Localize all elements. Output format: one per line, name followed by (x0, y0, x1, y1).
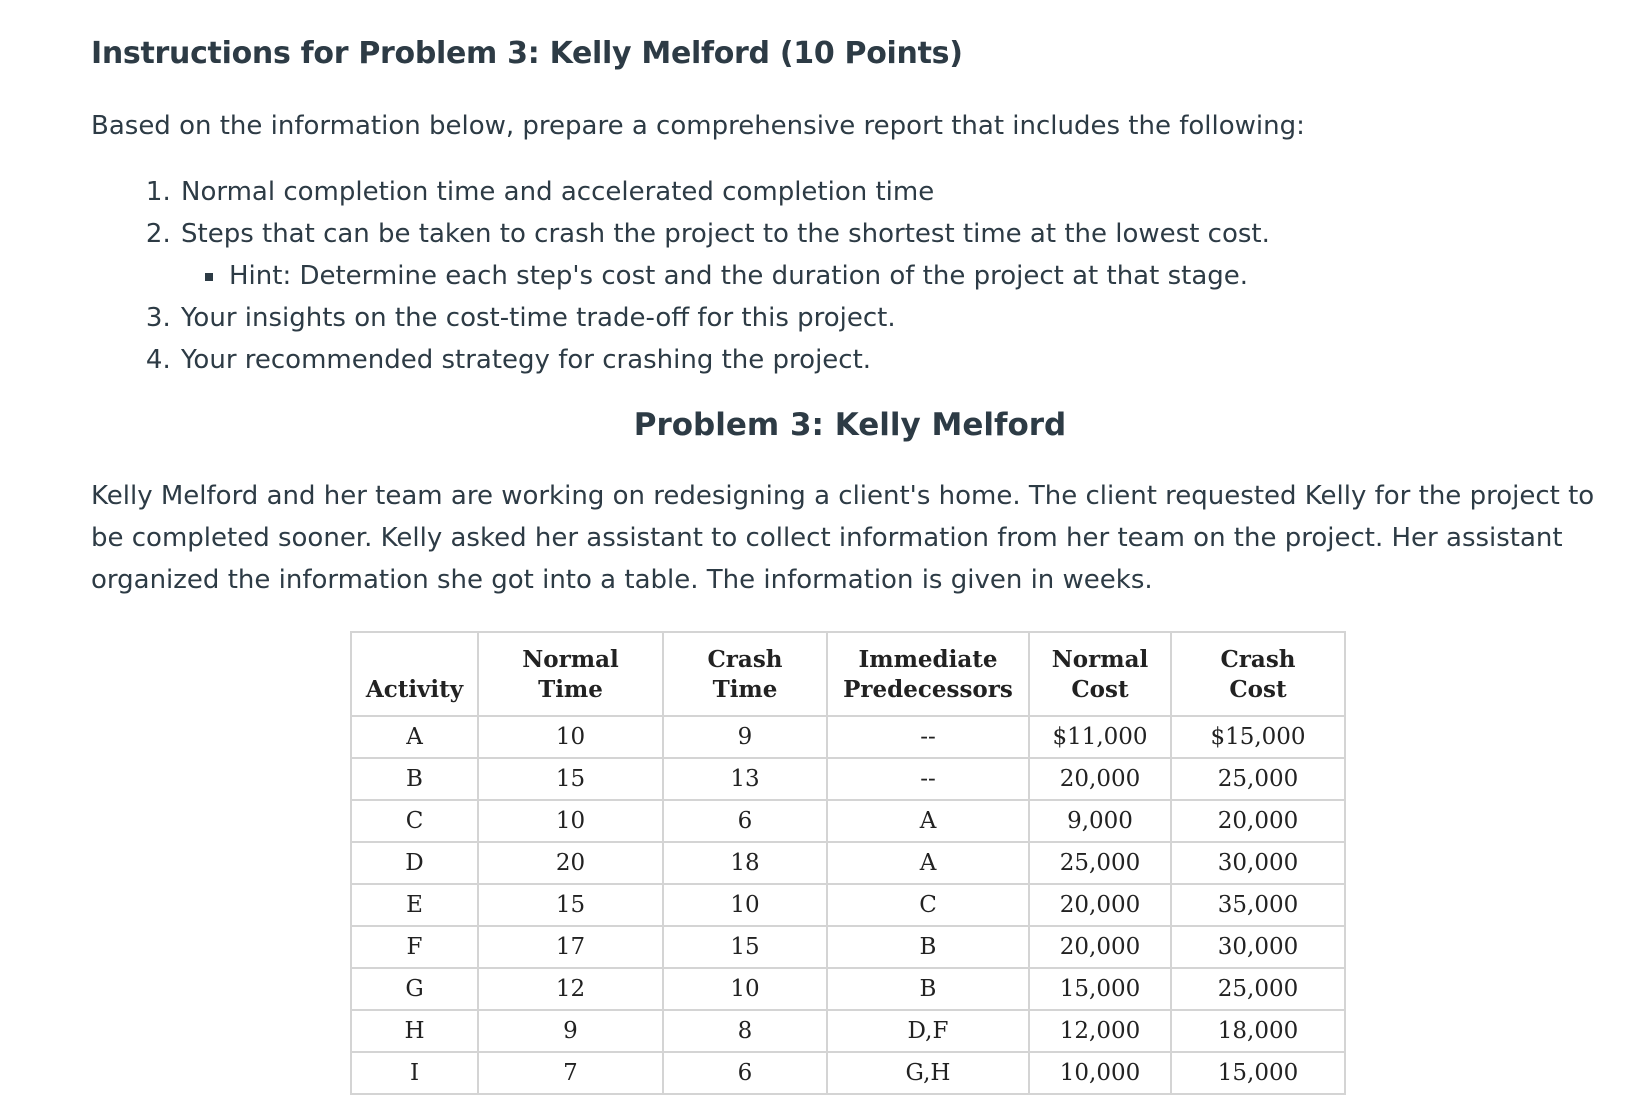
task-list (148, 171, 1270, 381)
table-row (351, 842, 1345, 884)
header-normal-cost-line1: Normal (1051, 646, 1149, 673)
cell-activity: I (351, 1052, 478, 1094)
problem-story: Kelly Melford and her team are working on redesigning a client's home. The client requested Kelly for the project to be completed sooner. Kelly asked her assistant to collect information from her team on the project. Her assistant organized the information she got into a table. The information is given in weeks. (91, 481, 1595, 595)
task-item-4-text: Your recommended strategy for crashing the project. (181, 345, 872, 375)
task-item-4 (179, 339, 1270, 381)
cell-crash-cost: 15,000 (1171, 1052, 1345, 1094)
table-row (351, 1010, 1345, 1052)
cell-predecessors: G,H (827, 1052, 1029, 1094)
problem-title (0, 407, 1650, 443)
cell-crash-time: 13 (663, 758, 827, 800)
header-normal-time-line1: Normal (522, 646, 619, 673)
cell-predecessors: A (827, 842, 1029, 884)
cell-normal-cost: 25,000 (1029, 842, 1171, 884)
instructions-title: Instructions for Problem 3: Kelly Melford (10 Points) (91, 36, 963, 71)
cell-normal-cost: 20,000 (1029, 758, 1171, 800)
table-header-row (351, 632, 1345, 716)
task-item-3-text: Your insights on the cost-time trade-off for this project. (181, 303, 896, 333)
cell-crash-time: 15 (663, 926, 827, 968)
cell-predecessors: C (827, 884, 1029, 926)
task-item-1-text: Normal completion time and accelerated completion time (181, 177, 935, 207)
cell-activity: A (351, 716, 478, 758)
cell-normal-time: 7 (478, 1052, 663, 1094)
problem-title-text: Problem 3: Kelly Melford (633, 407, 1067, 443)
instructions-intro: Based on the information below, prepare a comprehensive report that includes the following: (91, 111, 1305, 141)
cell-crash-time: 10 (663, 884, 827, 926)
header-crash-time-line1: Crash (707, 646, 783, 673)
task-item-3 (179, 297, 1270, 339)
header-crash-time (663, 632, 827, 716)
cell-crash-cost: 35,000 (1171, 884, 1345, 926)
cell-crash-cost: 18,000 (1171, 1010, 1345, 1052)
header-crash-cost-line1: Crash (1220, 646, 1296, 673)
cell-activity: G (351, 968, 478, 1010)
cell-crash-cost: 30,000 (1171, 926, 1345, 968)
cell-crash-cost: $15,000 (1171, 716, 1345, 758)
project-table (350, 631, 1346, 1095)
cell-crash-cost: 25,000 (1171, 758, 1345, 800)
table-row (351, 926, 1345, 968)
cell-normal-time: 10 (478, 800, 663, 842)
header-normal-cost-line2: Cost (1071, 676, 1129, 703)
cell-activity: H (351, 1010, 478, 1052)
cell-normal-time: 10 (478, 716, 663, 758)
cell-crash-time: 6 (663, 1052, 827, 1094)
header-predecessors (827, 632, 1029, 716)
header-predecessors-line1: Immediate (858, 646, 998, 673)
header-predecessors-line2: Predecessors (843, 676, 1013, 703)
cell-normal-cost: 9,000 (1029, 800, 1171, 842)
cell-normal-time: 9 (478, 1010, 663, 1052)
cell-crash-time: 6 (663, 800, 827, 842)
table-row (351, 884, 1345, 926)
cell-predecessors: B (827, 968, 1029, 1010)
cell-normal-cost: $11,000 (1029, 716, 1171, 758)
table-body (351, 716, 1345, 1094)
header-normal-cost (1029, 632, 1171, 716)
table-row (351, 716, 1345, 758)
task-item-2-text: Steps that can be taken to crash the project to the shortest time at the lowest cost. (181, 219, 1270, 249)
cell-predecessors: D,F (827, 1010, 1029, 1052)
header-crash-cost-line2: Cost (1229, 676, 1287, 703)
header-normal-time-line2: Time (538, 676, 603, 703)
cell-normal-time: 17 (478, 926, 663, 968)
cell-normal-cost: 12,000 (1029, 1010, 1171, 1052)
cell-normal-time: 15 (478, 884, 663, 926)
cell-activity: F (351, 926, 478, 968)
cell-normal-cost: 15,000 (1029, 968, 1171, 1010)
cell-normal-time: 20 (478, 842, 663, 884)
cell-crash-time: 8 (663, 1010, 827, 1052)
cell-activity: D (351, 842, 478, 884)
cell-normal-cost: 20,000 (1029, 884, 1171, 926)
cell-crash-time: 18 (663, 842, 827, 884)
header-crash-time-line2: Time (712, 676, 778, 703)
cell-activity: E (351, 884, 478, 926)
cell-crash-time: 10 (663, 968, 827, 1010)
table-row (351, 1052, 1345, 1094)
cell-activity: C (351, 800, 478, 842)
task-item-1 (179, 171, 1270, 213)
table-row (351, 800, 1345, 842)
header-activity-line1: Activity (365, 676, 464, 703)
cell-normal-time: 15 (478, 758, 663, 800)
cell-predecessors: -- (827, 716, 1029, 758)
cell-predecessors: B (827, 926, 1029, 968)
cell-normal-time: 12 (478, 968, 663, 1010)
hint-list (181, 255, 1270, 297)
hint-item: ▪ Hint: Determine each step's cost and the duration of the project at that stage. (227, 255, 1270, 297)
cell-predecessors: -- (827, 758, 1029, 800)
cell-crash-time: 9 (663, 716, 827, 758)
cell-predecessors: A (827, 800, 1029, 842)
table-row (351, 758, 1345, 800)
header-normal-time (478, 632, 663, 716)
cell-normal-cost: 20,000 (1029, 926, 1171, 968)
cell-activity: B (351, 758, 478, 800)
header-crash-cost (1171, 632, 1345, 716)
table-row (351, 968, 1345, 1010)
task-item-2 (179, 213, 1270, 297)
cell-crash-cost: 25,000 (1171, 968, 1345, 1010)
cell-crash-cost: 30,000 (1171, 842, 1345, 884)
cell-normal-cost: 10,000 (1029, 1052, 1171, 1094)
cell-crash-cost: 20,000 (1171, 800, 1345, 842)
header-activity (351, 632, 478, 716)
